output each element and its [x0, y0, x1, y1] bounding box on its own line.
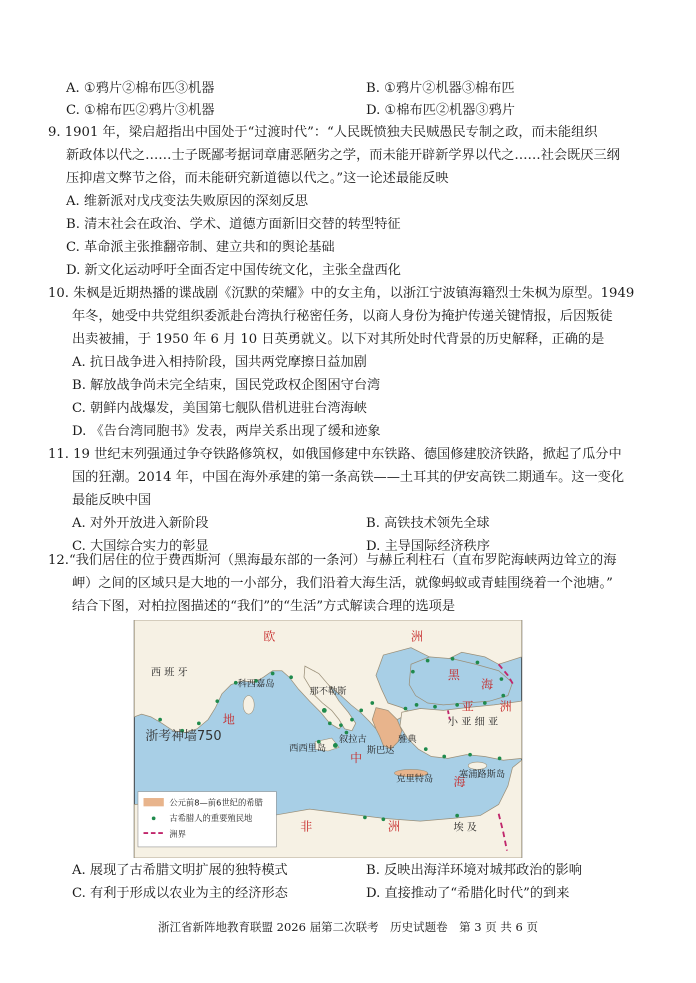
- colony-dot: [424, 747, 428, 751]
- q11-stem-line2: 国的狂潮。2014 年，中国在海外承建的第一条高铁——土耳其的伊安高铁二期通车。这一变化: [72, 470, 625, 485]
- q10-option-c: C. 朝鲜内战爆发，美国第七舰队借机进驻台湾海峡: [72, 401, 367, 416]
- q12-stem-line3: 结合下图，对柏拉图描述的“我们”的“生活”方式解读合理的选项是: [72, 599, 456, 614]
- colony-dot: [197, 721, 201, 725]
- colony-dot: [433, 705, 437, 709]
- label-europe-2: 洲: [411, 629, 424, 644]
- label-naples: 那不勒斯: [309, 685, 347, 697]
- label-sicily: 西西里岛: [289, 742, 327, 754]
- map-corsica: [243, 696, 254, 714]
- label-cyprus: 塞浦路斯岛: [458, 768, 506, 780]
- q12-option-a: A. 展现了古希腊文明扩展的独特模式: [72, 863, 288, 878]
- q12-stem-line2: 岬）之间的区域只是大地的一小部分，我们沿着大海生活，就像蚂蚁或青蛙围绕着一个池塘。”: [72, 576, 613, 591]
- label-spain: 西 班 牙: [150, 667, 188, 679]
- colony-dot: [322, 708, 327, 713]
- q12-option-d: D. 直接推动了“希腊化时代”的到来: [366, 886, 570, 901]
- q10-option-d: D. 《告台湾同胞书》发表，两岸关系出现了缓和迹象: [72, 424, 381, 439]
- label-sparta: 斯巴达: [366, 744, 395, 756]
- colony-dot: [370, 701, 374, 705]
- map-watermark: 浙考神墙750: [145, 728, 222, 744]
- label-black-sea-1: 黑: [447, 668, 460, 683]
- q12-stem-line1: 12.“我们居住的位于费西斯河（黑海最东部的一条河）与赫丘利柱石（直布罗陀海峡两边耸立的海: [48, 553, 617, 568]
- q8-option-c: C. ①棉布匹②鸦片③机器: [66, 103, 215, 118]
- q10-stem-line1: 10. 朱枫是近期热播的谍战剧《沉默的荣耀》中的女主角，以浙江宁波镇海籍烈士朱枫为原型。1949: [48, 286, 635, 301]
- q12-option-c: C. 有利于形成以农业为主的经济形态: [72, 886, 288, 901]
- q8-option-a: A. ①鸦片②棉布匹③机器: [66, 81, 215, 96]
- colony-dot: [328, 721, 332, 725]
- label-crete: 克里特岛: [396, 773, 434, 785]
- legend-greece-label: 公元前8—前6世纪的希腊: [169, 797, 263, 808]
- q11-option-c: C. 大国综合实力的彰显: [72, 539, 209, 554]
- colony-dot: [382, 817, 386, 821]
- colony-dot: [411, 670, 415, 674]
- colony-dot: [468, 753, 472, 757]
- label-asia-minor: 小 亚 细 亚: [447, 717, 499, 729]
- legend-boundary-label: 洲界: [169, 828, 186, 839]
- colony-dot: [339, 723, 343, 727]
- q9-stem-line2: 新政体以代之……士子既鄙考据词章庸恶陋劣之学，而未能开辟新学界以代之……社会既厌三纲: [66, 148, 620, 163]
- q12-option-b: B. 反映出海洋环境对城邦政治的影响: [366, 863, 582, 878]
- q10-option-b: B. 解放战争尚未完全结束，国民党政权企图困守台湾: [72, 378, 381, 393]
- q8-option-b: B. ①鸦片②机器③棉布匹: [366, 81, 515, 96]
- colony-dot: [363, 816, 367, 820]
- q10-stem-line3: 出卖被捕，于 1950 年 6 月 10 日英勇就义。以下对其所处时代背景的历史解释，正确的是: [72, 332, 605, 347]
- q9-option-b: B. 清末社会在政治、学术、道德方面新旧交替的转型特征: [66, 217, 401, 232]
- label-med-3: 海: [453, 775, 466, 790]
- colony-dot: [426, 659, 430, 663]
- label-syracuse: 叙拉古: [339, 733, 367, 745]
- greek-colonization-map: [118, 620, 538, 858]
- q9-option-c: C. 革命派主张推翻帝制、建立共和的舆论基础: [66, 240, 335, 255]
- label-asia-2: 洲: [499, 699, 512, 714]
- legend-greece-swatch: [144, 798, 164, 806]
- label-med-1: 地: [222, 712, 235, 727]
- label-europe-1: 欧: [263, 629, 276, 644]
- q11-option-d: D. 主导国际经济秩序: [366, 539, 490, 554]
- colony-dot: [500, 677, 504, 681]
- q11-option-b: B. 高铁技术领先全球: [366, 516, 490, 531]
- colony-dot: [451, 657, 455, 661]
- colony-dot: [359, 709, 363, 713]
- label-asia-1: 亚: [461, 699, 474, 714]
- q11-option-a: A. 对外开放进入新阶段: [72, 516, 209, 531]
- colony-dot: [271, 672, 275, 676]
- q9-stem-line1: 9. 1901 年，梁启超指出中国处于“过渡时代”：“人民既愤独夫民贼愚民专制之政，而未能组织: [48, 125, 598, 140]
- q9-option-d: D. 新文化运动呼吁全面否定中国传统文化，主张全盘西化: [66, 263, 401, 278]
- colony-dot: [498, 757, 502, 761]
- label-egypt: 埃 及: [453, 822, 477, 834]
- label-athens: 雅典: [398, 733, 417, 745]
- label-africa-2: 洲: [387, 819, 400, 834]
- colony-dot: [476, 661, 480, 665]
- colony-dot: [289, 675, 293, 679]
- legend-colony-label: 古希腊人的重要殖民地: [169, 813, 253, 824]
- colony-dot: [404, 707, 408, 711]
- label-med-2: 中: [350, 751, 363, 766]
- label-black-sea-2: 海: [481, 677, 494, 692]
- colony-dot: [455, 814, 459, 818]
- q10-stem-line2: 年冬，她受中共党组织委派赴台湾执行秘密任务，以商人身份为掩护传递关键情报，后因叛徒: [72, 309, 613, 324]
- colony-dot: [415, 703, 419, 707]
- legend-colony-dot: [152, 816, 156, 820]
- colony-dot: [442, 755, 446, 759]
- q11-stem-line1: 11. 19 世纪末列强通过争夺铁路修筑权，如俄国修建中东铁路、德国修建胶济铁路，掀起了瓜分中: [48, 447, 622, 462]
- label-corsica: 科西嘉岛: [237, 678, 275, 690]
- colony-dot: [333, 743, 338, 748]
- colony-dot: [483, 701, 487, 705]
- q11-stem-line3: 最能反映中国: [72, 493, 152, 508]
- colony-dot: [158, 718, 162, 722]
- colony-dot: [350, 718, 354, 722]
- q10-option-a: A. 抗日战争进入相持阶段，国共两党摩擦日益加剧: [72, 355, 367, 370]
- q9-stem-line3: 压抑虐文弊节之俗，而未能研究新道德以代之。”这一论述最能反映: [66, 171, 449, 186]
- colony-dot: [215, 699, 219, 703]
- page-footer: 浙江省新阵地教育联盟 2026 届第二次联考 历史试题卷 第 3 页 共 6 页: [158, 920, 538, 934]
- q9-option-a: A. 维新派对戊戌变法失败原因的深刻反思: [66, 194, 309, 209]
- map-legend: [138, 792, 276, 847]
- q8-option-d: D. ①棉布匹②机器③鸦片: [366, 103, 515, 118]
- colony-dot: [455, 703, 459, 707]
- colony-dot: [501, 694, 505, 698]
- label-africa-1: 非: [300, 819, 313, 834]
